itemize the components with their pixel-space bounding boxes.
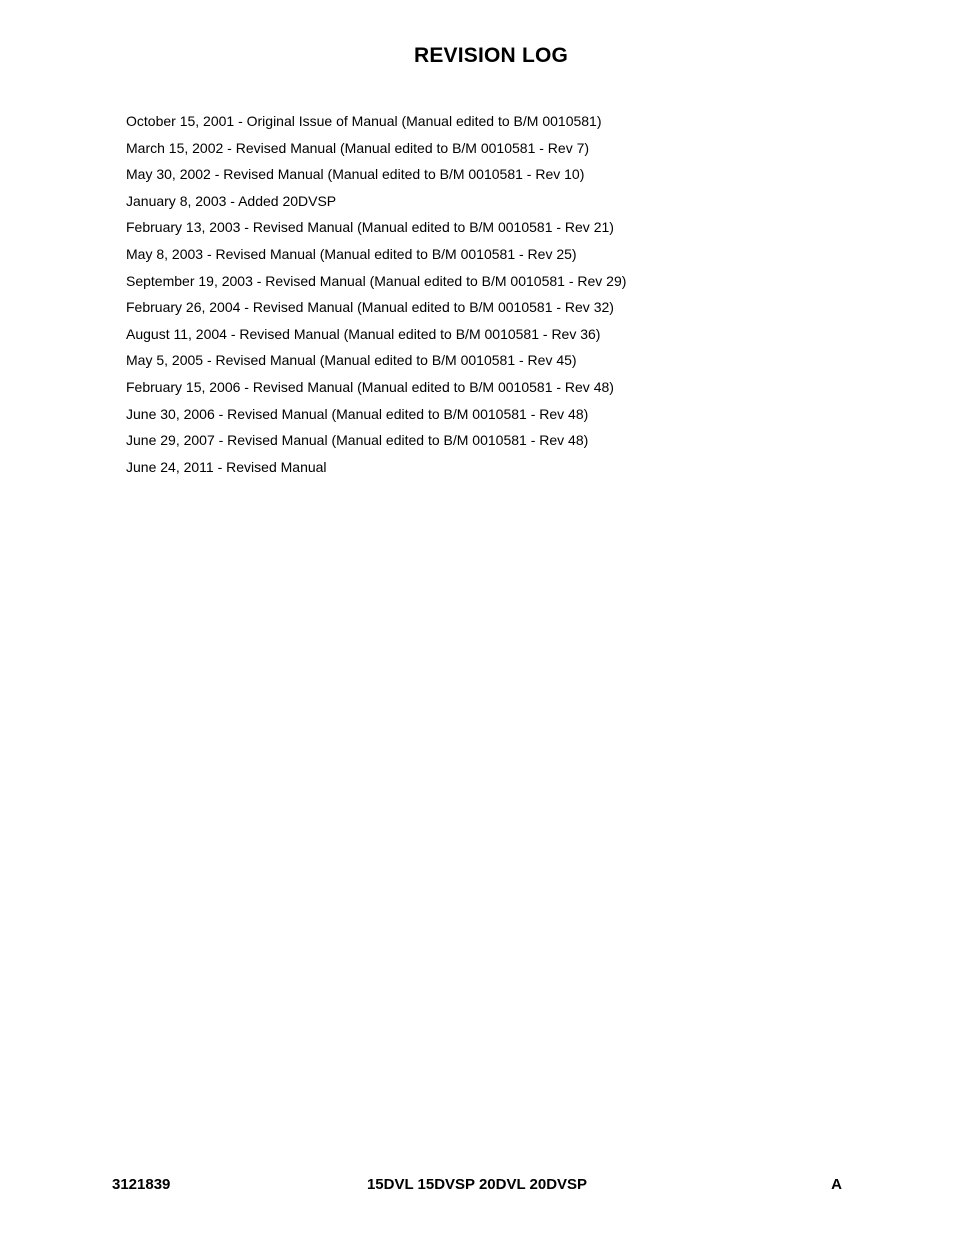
footer-doc-number: 3121839 — [112, 1176, 171, 1193]
revision-entry: June 24, 2011 - Revised Manual — [126, 458, 327, 475]
revision-entry: March 15, 2002 - Revised Manual (Manual edited to B/M 0010581 - Rev 7) — [126, 139, 590, 156]
revision-entry: February 26, 2004 - Revised Manual (Manual edited to B/M 0010581 - Rev 32) — [126, 299, 614, 316]
revision-entry: October 15, 2001 - Original Issue of Manual (Manual edited to B/M 0010581) — [126, 113, 602, 129]
revision-entry: February 15, 2006 - Revised Manual (Manual edited to B/M 0010581 - Rev 48) — [126, 378, 614, 395]
footer-models: 15DVL 15DVSP 20DVL 20DVSP — [366, 1176, 588, 1193]
revision-entry: September 19, 2003 - Revised Manual (Manual edited to B/M 0010581 - Rev 29) — [126, 272, 627, 289]
revision-list — [126, 108, 626, 480]
footer-page-number: A — [831, 1176, 842, 1193]
revision-entry: May 30, 2002 - Revised Manual (Manual edited to B/M 0010581 - Rev 10) — [126, 166, 585, 183]
revision-entry: August 11, 2004 - Revised Manual (Manual edited to B/M 0010581 - Rev 36) — [126, 325, 601, 342]
revision-entry: February 13, 2003 - Revised Manual (Manual edited to B/M 0010581 - Rev 21) — [126, 219, 614, 236]
revision-entry: June 29, 2007 - Revised Manual (Manual edited to B/M 0010581 - Rev 48) — [126, 432, 589, 449]
page-title: REVISION LOG — [413, 44, 569, 67]
revision-entry: May 5, 2005 - Revised Manual (Manual edited to B/M 0010581 - Rev 45) — [126, 352, 577, 369]
revision-entry: May 8, 2003 - Revised Manual (Manual edited to B/M 0010581 - Rev 25) — [126, 245, 577, 262]
revision-entry: January 8, 2003 - Added 20DVSP — [126, 192, 337, 209]
revision-entry: June 30, 2006 - Revised Manual (Manual edited to B/M 0010581 - Rev 48) — [126, 405, 589, 422]
